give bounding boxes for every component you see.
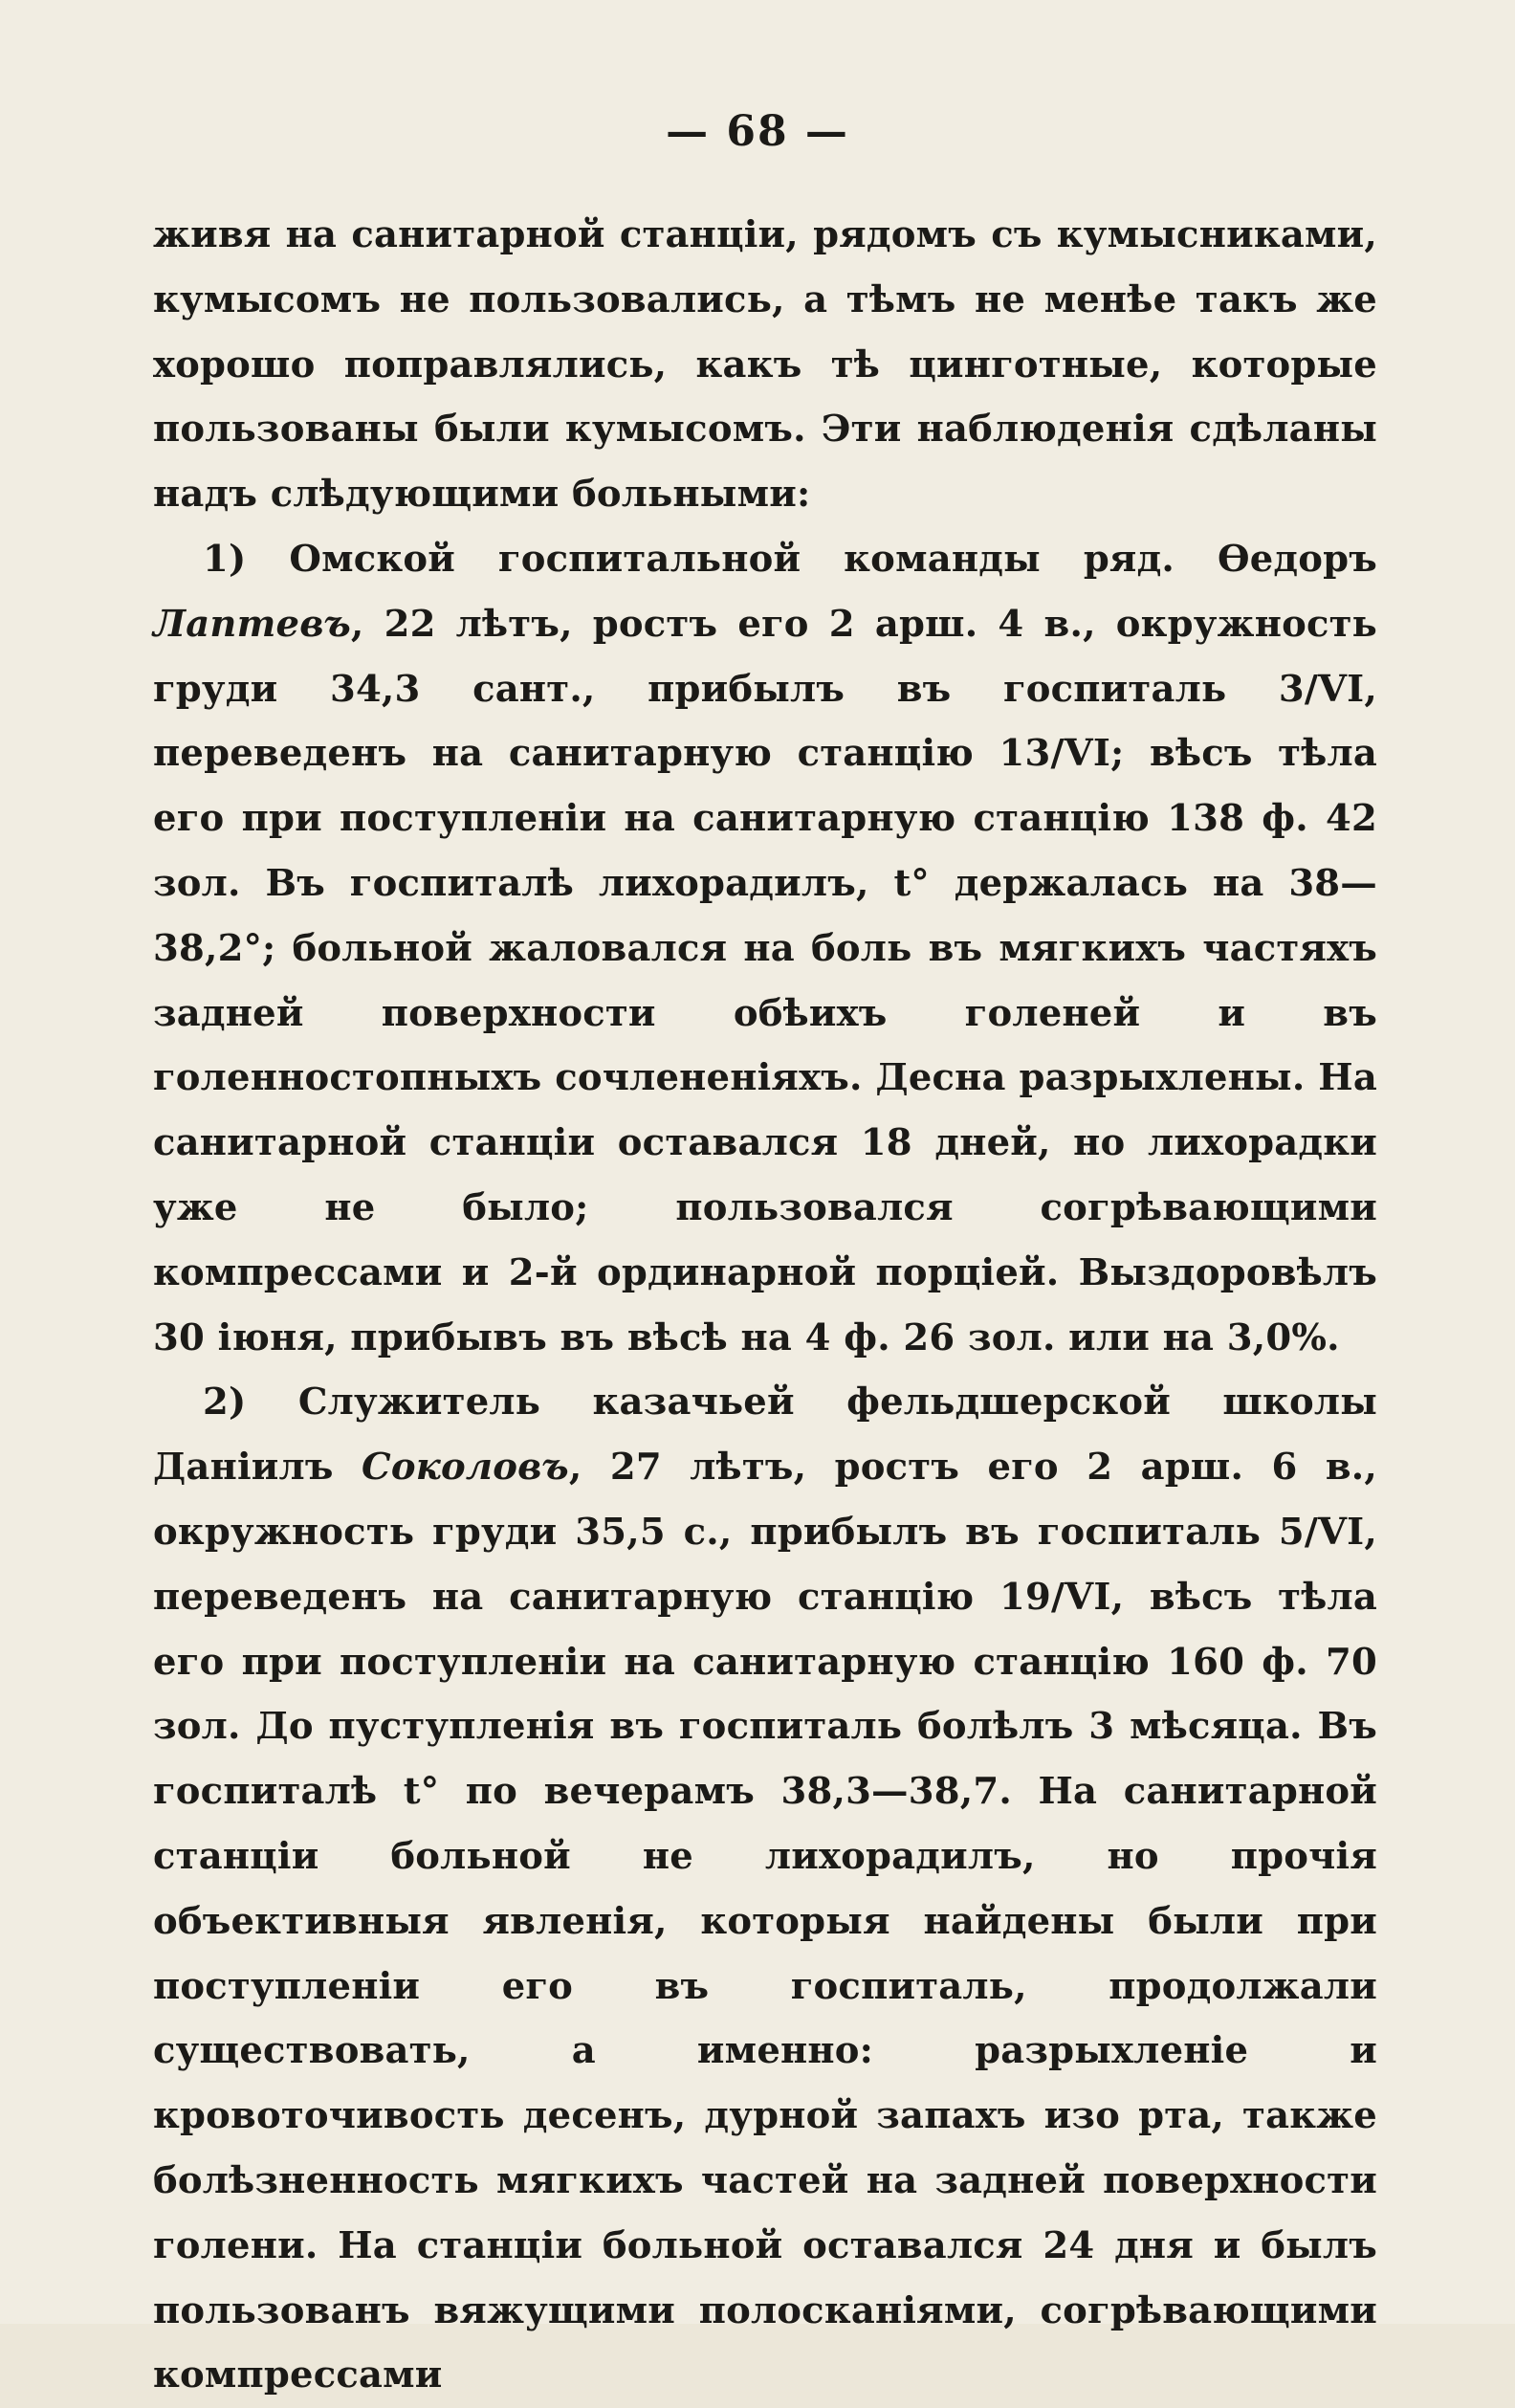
patient-name-laptev: Лаптевъ: [153, 602, 351, 646]
body-text: [153, 203, 1377, 2408]
case-2-intro: 2) Служитель казачьей фельдшерской школы Даніилъ: [153, 1381, 1377, 1490]
patient-name-sokolov: Соколовъ: [362, 1446, 569, 1490]
case-1-intro: 1) Омской госпитальной команды ряд. Ѳедоръ: [203, 537, 1377, 581]
case-1-paragraph: [153, 527, 1377, 1370]
case-2-details: , 27 лѣтъ, ростъ его 2 арш. 6 в., окружность груди 35,5 с., прибылъ въ госпиталь 5/VI, переведенъ на санитарную станцію 19/VI, вѣсъ тѣла его при поступленіи на санитарную станцію 160 ф. 70 зол. До пуступленія въ госпиталь болѣлъ 3 мѣсяца. Въ госпиталѣ t° по вечерамъ 38,3—38,7. На санитарной станціи больной не лихорадилъ, но прочія объективныя явленія, которыя найдены были при поступленіи его въ госпиталь, продолжали существовать, а именно: разрыхленіе и кровоточивость десенъ, дурной запахъ изо рта, также болѣзненность мягкихъ частей на задней поверхности голени. На станціи больной оставался 24 дня и былъ пользованъ вяжущими полосканіями, согрѣвающими компрессами: [153, 1446, 1377, 2397]
paragraph-continuation: живя на санитарной станціи, рядомъ съ кумысниками, кумысомъ не пользовались, а тѣмъ не менѣе такъ же хорошо поправлялись, какъ тѣ цинготные, которые пользованы были кумысомъ. Эти наблюденія сдѣланы надъ слѣдующими больными:: [153, 213, 1377, 517]
page-number: — 68 —: [666, 107, 849, 156]
case-2-paragraph: [153, 1370, 1377, 2408]
case-1-details: , 22 лѣтъ, ростъ его 2 арш. 4 в., окружность груди 34,3 сант., прибылъ въ госпиталь 3/VI, переведенъ на санитарную станцію 13/VI; вѣсъ тѣла его при поступленіи на санитарную станцію 138 ф. 42 зол. Въ госпиталѣ лихорадилъ, t° держалась на 38—38,2°; больной жаловался на боль въ мягкихъ частяхъ задней поверхности обѣихъ голеней и въ голенностопныхъ сочлененіяхъ. Десна разрыхлены. На санитарной станціи оставался 18 дней, но лихорадки уже не было; пользовался согрѣвающими компрессами и 2-й ординарной порціей. Выздоровѣлъ 30 іюня, прибывъ въ вѣсѣ на 4 ф. 26 зол. или на 3,0%.: [153, 602, 1377, 1359]
